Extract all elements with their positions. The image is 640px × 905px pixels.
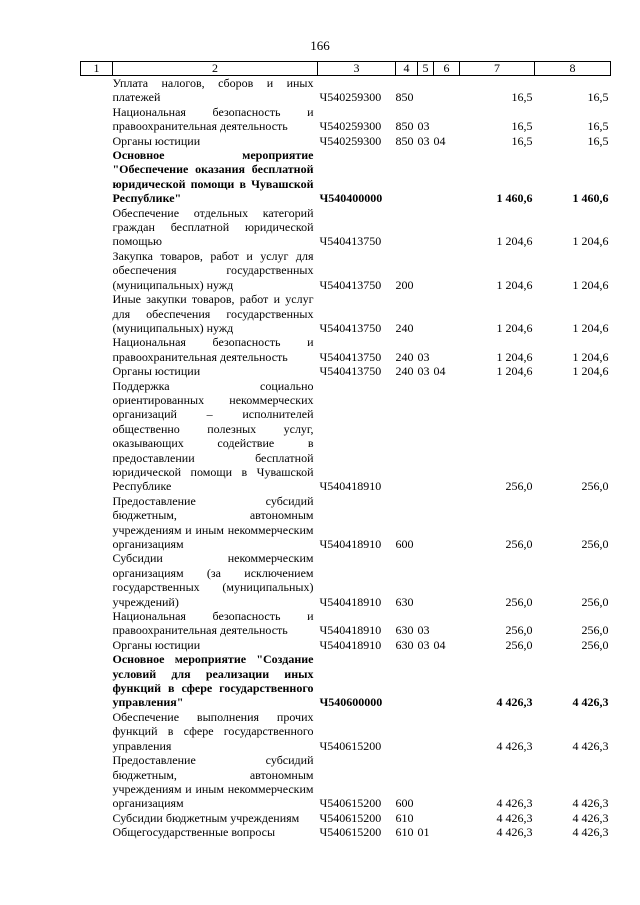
amount-year-1: 16,5 [511,90,533,105]
target-article-code: Ч540259300 [319,90,382,105]
subsection-code [434,249,460,292]
amount-year-2: 4 426,3 [572,695,609,710]
item-name: Национальная безопасность и правоохранительная деятельность [112,609,314,638]
section-code [418,551,434,609]
row-number-cell [81,609,113,638]
subsection-code [434,710,460,753]
table-row [81,379,611,494]
amount-year-1: 16,5 [511,133,533,148]
expense-type-code [396,652,418,710]
section-code [418,292,434,335]
row-number-cell [81,76,113,105]
amount-year-2: 1 460,6 [572,191,609,206]
subsection-code [434,609,460,638]
amount-year-1: 1 204,6 [496,277,533,292]
item-name: Субсидии некоммерческим организациям (за исключением государственных (муниципальных) учреждений) [112,551,314,609]
expense-type-code: 240 [395,320,414,335]
row-number-cell [81,638,113,652]
expense-type-code [396,148,418,206]
section-code [418,753,434,811]
amount-year-2: 4 426,3 [572,810,609,825]
table-row [81,292,611,335]
section-code: 01 [417,825,430,840]
amount-year-1: 16,5 [511,119,533,134]
item-name: Уплата налогов, сборов и иных платежей [112,76,314,105]
table-row [81,76,611,105]
budget-table [80,61,611,840]
page-number: 166 [310,38,330,53]
target-article-code: Ч540615200 [319,738,382,753]
expense-type-code: 630 [395,637,414,652]
section-code: 03 [417,637,430,652]
item-name: Предоставление субсидий бюджетным, автономным учреждениям и иным некоммерческим организациям [112,493,314,551]
subsection-code: 04 [433,637,446,652]
item-name: Закупка товаров, работ и услуг для обеспечения государственных (муниципальных) нужд [112,248,314,292]
subsection-code [434,753,460,811]
amount-year-1: 4 426,3 [496,810,533,825]
subsection-code [434,652,460,710]
section-code [418,379,434,494]
column-number-3: 3 [318,62,396,76]
expense-type-code: 240 [395,349,414,364]
row-number-cell [81,825,113,839]
amount-year-2: 256,0 [581,594,609,609]
amount-year-2: 256,0 [581,623,609,638]
table-row [81,710,611,753]
table-row [81,206,611,249]
column-number-4: 4 [396,62,418,76]
amount-year-1: 1 204,6 [496,364,533,379]
subsection-code [434,551,460,609]
expense-type-code: 630 [395,623,414,638]
table-row [81,753,611,811]
column-number-7: 7 [460,62,535,76]
target-article-code: Ч540418910 [319,637,382,652]
item-name: Национальная безопасность и правоохранительная деятельность [112,335,314,364]
target-article-code: Ч540600000 [319,695,383,710]
subsection-code: 04 [433,364,446,379]
table-row [81,609,611,638]
amount-year-1: 4 426,3 [496,796,533,811]
target-article-code: Ч540418910 [319,537,382,551]
section-code [418,148,434,206]
item-name: Общегосударственные вопросы [112,825,276,840]
item-name: Органы юстиции [112,364,201,379]
target-article-code: Ч540418910 [319,479,382,494]
amount-year-1: 256,0 [505,623,533,638]
target-article-code: Ч540400000 [319,191,383,206]
item-name: Национальная безопасность и правоохранительная деятельность [112,104,314,134]
table-body [81,76,611,840]
amount-year-2: 16,5 [587,133,609,148]
table-row [81,825,611,839]
section-code [418,206,434,249]
amount-year-1: 1 460,6 [496,191,533,206]
column-number-6: 6 [434,62,460,76]
section-code [418,811,434,825]
section-code [418,652,434,710]
section-code: 03 [417,349,430,364]
row-number-cell [81,292,113,335]
target-article-code: Ч540413750 [319,349,382,364]
amount-year-1: 256,0 [505,637,533,652]
item-name: Органы юстиции [112,637,201,652]
table-row [81,364,611,378]
amount-year-2: 256,0 [581,637,609,652]
target-article-code: Ч540418910 [319,594,382,609]
amount-year-1: 256,0 [505,594,533,609]
expense-type-code: 630 [395,594,414,609]
expense-type-code: 610 [395,810,414,825]
target-article-code: Ч540413750 [319,320,382,335]
section-code: 03 [417,364,430,379]
amount-year-2: 1 204,6 [572,364,609,379]
amount-year-2: 16,5 [587,119,609,134]
amount-year-2: 1 204,6 [572,320,609,335]
amount-year-2: 256,0 [581,479,609,494]
amount-year-1: 4 426,3 [496,695,533,710]
section-code [418,494,434,552]
amount-year-2: 1 204,6 [572,349,609,364]
amount-year-1: 4 426,3 [496,738,533,753]
expense-type-code [396,206,418,249]
item-name: Субсидии бюджетным учреждениям [112,810,300,825]
amount-year-1: 4 426,3 [496,825,533,840]
item-name: Поддержка социально ориентированных некоммерческих организаций – исполнителей общественно полезных услуг, оказывающих содействие в предоставлении бесплатной юридической помощи в Чувашской Республике [112,378,314,494]
row-number-cell [81,206,113,249]
row-number-cell [81,494,113,552]
item-name: Основное мероприятие "Обеспечение оказания бесплатной юридической помощи в Чувашской Республике" [112,148,314,206]
section-code [418,710,434,753]
item-name: Предоставление субсидий бюджетным, автономным учреждениям и иным некоммерческим организациям [112,753,314,811]
table-row [81,335,611,364]
subsection-code [434,292,460,335]
table-row [81,551,611,609]
row-number-cell [81,364,113,378]
table-row [81,494,611,552]
section-code [418,76,434,105]
amount-year-2: 256,0 [581,537,609,551]
target-article-code: Ч540418910 [319,623,382,638]
table-row [81,638,611,652]
amount-year-1: 1 204,6 [496,349,533,364]
table-row [81,249,611,292]
subsection-code [434,335,460,364]
item-name: Органы юстиции [112,133,201,148]
expense-type-code: 850 [395,119,414,134]
section-code: 03 [417,119,430,134]
amount-year-1: 256,0 [505,479,533,494]
row-number-cell [81,134,113,148]
expense-type-code: 200 [395,277,414,292]
expense-type-code [396,379,418,494]
column-number-header-row [81,62,611,76]
row-number-cell [81,249,113,292]
expense-type-code: 850 [395,133,414,148]
amount-year-2: 4 426,3 [572,825,609,840]
subsection-code [434,379,460,494]
table-row [81,811,611,825]
subsection-code [434,206,460,249]
amount-year-2: 1 204,6 [572,234,609,249]
target-article-code: Ч540615200 [319,810,382,825]
target-article-code: Ч540413750 [319,277,382,292]
item-name: Иные закупки товаров, работ и услуг для обеспечения государственных (муниципальных) нужд [112,292,314,335]
table-row [81,105,611,134]
column-number-2: 2 [113,62,318,76]
amount-year-1: 256,0 [505,537,533,551]
amount-year-2: 4 426,3 [572,796,609,811]
subsection-code [434,148,460,206]
table-row [81,652,611,710]
item-name: Обеспечение отдельных категорий граждан бесплатной юридической помощью [112,205,314,249]
item-name: Основное мероприятие "Создание условий для реализации иных функций в сфере государственного управления" [112,652,314,710]
amount-year-2: 16,5 [587,90,609,105]
amount-year-1: 1 204,6 [496,234,533,249]
target-article-code: Ч540413750 [319,364,382,379]
expense-type-code: 600 [395,537,414,551]
expense-type-code: 600 [395,796,414,811]
row-number-cell [81,379,113,494]
table-row [81,134,611,148]
subsection-code [434,105,460,134]
row-number-cell [81,753,113,811]
subsection-code [434,494,460,552]
amount-year-2: 1 204,6 [572,277,609,292]
row-number-cell [81,652,113,710]
target-article-code: Ч540259300 [319,133,382,148]
subsection-code [434,825,460,839]
amount-year-1: 1 204,6 [496,320,533,335]
column-number-8: 8 [535,62,611,76]
row-number-cell [81,811,113,825]
subsection-code: 04 [433,133,446,148]
column-number-5: 5 [418,62,434,76]
expense-type-code: 850 [395,90,414,105]
row-number-cell [81,551,113,609]
target-article-code: Ч540259300 [319,119,382,134]
expense-type-code: 240 [395,364,414,379]
table-row [81,148,611,206]
subsection-code [434,811,460,825]
item-name: Обеспечение выполнения прочих функций в сфере государственного управления [112,709,314,753]
subsection-code [434,76,460,105]
row-number-cell [81,105,113,134]
target-article-code: Ч540615200 [319,825,382,840]
row-number-cell [81,148,113,206]
section-code: 03 [417,623,430,638]
row-number-cell [81,710,113,753]
amount-year-2: 4 426,3 [572,738,609,753]
column-number-1: 1 [81,62,113,76]
target-article-code: Ч540413750 [319,234,382,249]
expense-type-code [396,710,418,753]
section-code [418,249,434,292]
target-article-code: Ч540615200 [319,796,382,811]
section-code: 03 [417,133,430,148]
row-number-cell [81,335,113,364]
expense-type-code: 610 [395,825,414,840]
